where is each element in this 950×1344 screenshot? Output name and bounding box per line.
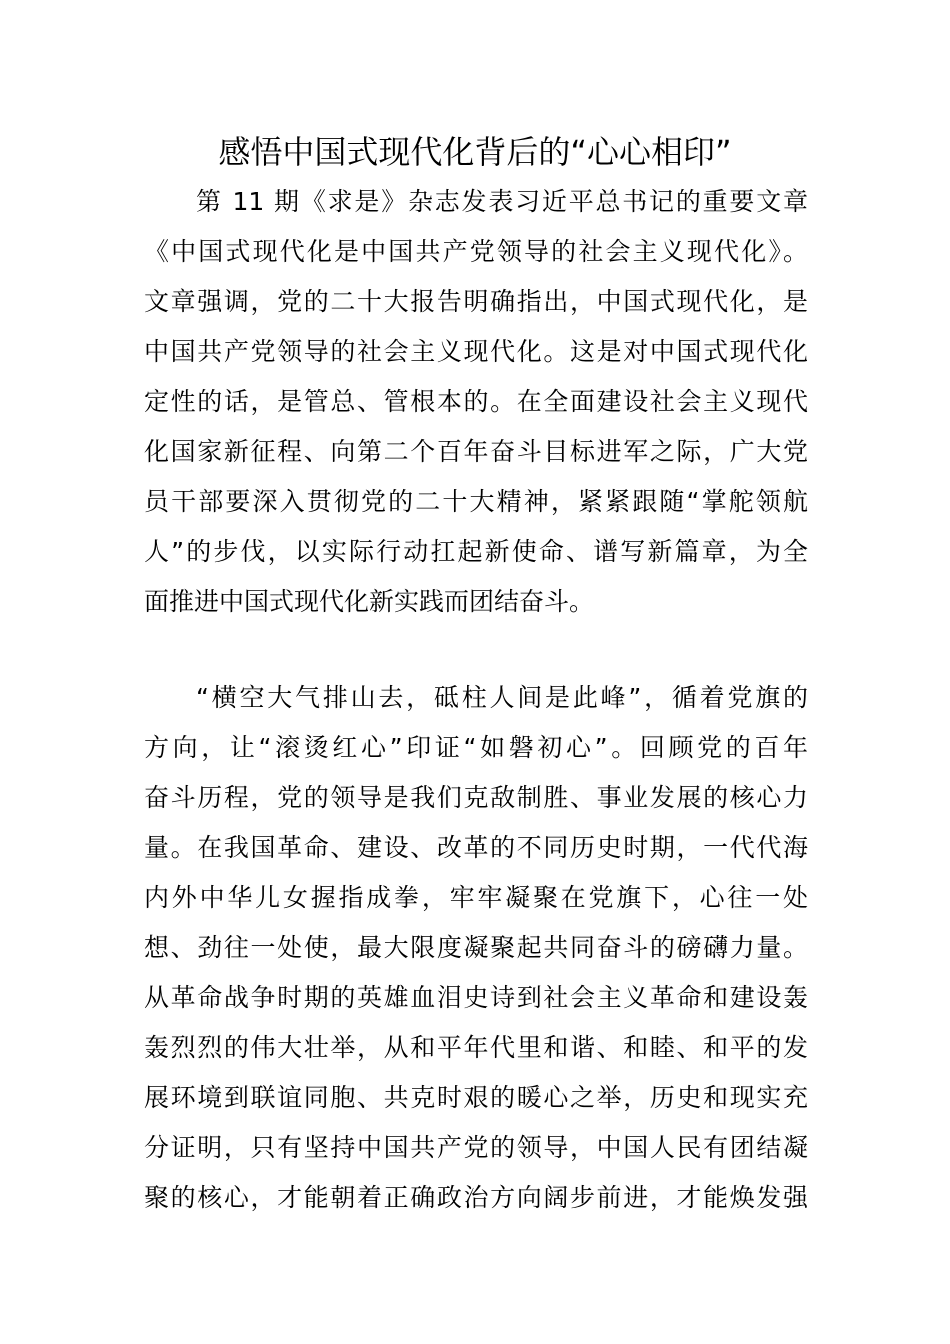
paragraph-line: 文章强调，党的二十大报告明确指出，中国式现代化，是	[144, 287, 808, 316]
paragraph-line: 想、劲往一处使，最大限度凝聚起共同奋斗的磅礴力量。	[144, 933, 808, 962]
paragraph-line: 定性的话，是管总、管根本的。在全面建设社会主义现代	[144, 387, 808, 416]
paragraph-line: 分证明，只有坚持中国共产党的领导，中国人民有团结凝	[144, 1133, 808, 1162]
paragraph-line: 轰烈烈的伟大壮举，从和平年代里和谐、和睦、和平的发	[144, 1033, 808, 1062]
paragraph-line: 中国共产党领导的社会主义现代化。这是对中国式现代化	[144, 337, 808, 366]
paragraph-line: 内外中华儿女握指成拳，牢牢凝聚在党旗下，心往一处	[144, 883, 808, 912]
paragraph-line: 员干部要深入贯彻党的二十大精神，紧紧跟随“掌舵领航	[144, 487, 808, 516]
paragraph-line: 从革命战争时期的英雄血泪史诗到社会主义革命和建设轰	[144, 983, 808, 1012]
document-title: 感悟中国式现代化背后的“心心相印”	[218, 133, 732, 171]
paragraph-line: 人”的步伐，以实际行动扛起新使命、谱写新篇章，为全	[144, 537, 808, 566]
paragraph-line: 化国家新征程、向第二个百年奋斗目标进军之际，广大党	[144, 437, 808, 466]
paragraph-line: 奋斗历程，党的领导是我们克敌制胜、事业发展的核心力	[144, 783, 808, 812]
paragraph-line: 量。在我国革命、建设、改革的不同历史时期，一代代海	[144, 833, 808, 862]
paragraph-line: “横空大气排山去，砥柱人间是此峰”，循着党旗的	[196, 683, 808, 712]
paragraph-line: 方向，让“滚烫红心”印证“如磐初心”。回顾党的百年	[144, 733, 808, 762]
paragraph-1	[144, 177, 808, 627]
paragraph-2	[144, 673, 808, 1223]
paragraph-line: 展环境到联谊同胞、共克时艰的暖心之举，历史和现实充	[144, 1083, 808, 1112]
paragraph-line: 聚的核心，才能朝着正确政治方向阔步前进，才能焕发强	[144, 1183, 808, 1212]
paragraph-line: 面推进中国式现代化新实践而团结奋斗。	[144, 587, 595, 616]
paragraph-line: 《中国式现代化是中国共产党领导的社会主义现代化》。	[144, 237, 808, 266]
paragraph-line: 第 11 期《求是》杂志发表习近平总书记的重要文章	[196, 187, 808, 216]
